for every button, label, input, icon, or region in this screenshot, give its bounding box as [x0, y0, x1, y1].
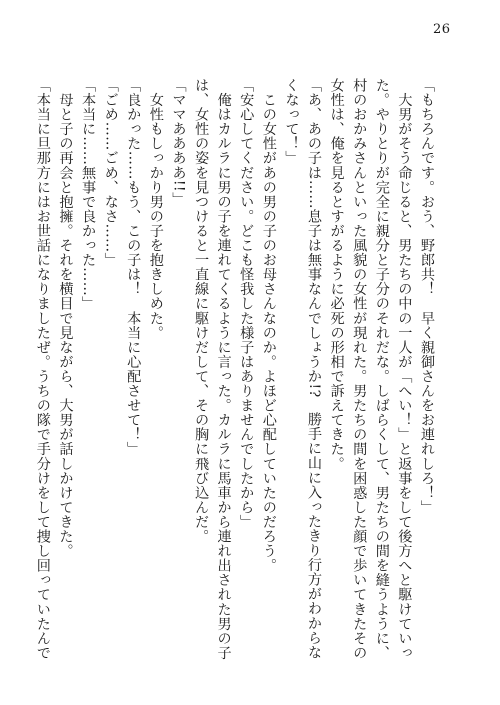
page-number: 26 [433, 22, 451, 37]
text-line: 「安心してください。どこも怪我した様子はありませんでしたから」 [238, 78, 255, 530]
text-line: 女性は、俺を見るとすがるように必死の形相で訴えてきた。 [328, 78, 345, 471]
text-line: 「本当に……無事で良かった……」 [80, 78, 97, 311]
text-line: 「ごめ……ごめ、なさ……」 [102, 78, 119, 268]
text-line: くなって！」 [283, 78, 300, 166]
text-line: この女性があの男の子のお母さんなのか。よほど心配していたのだろう。 [260, 78, 277, 573]
text-line: 大男がそう命じると、男たちの中の一人が「へい！」と返事をして後方へと駆けていっ [396, 78, 413, 660]
text-line: 「良かった……もう、この子は！ 本当に心配させて！」 [125, 78, 142, 457]
text-line: 女性もしっかり男の子を抱きしめた。 [147, 78, 164, 340]
text-line: 「あ、あの子は……息子は無事なんでしょうか!? 勝手に山に入ったきり行方がわからな [306, 78, 323, 660]
text-line: は、女性の姿を見つけると一直線に駆けだして、その胸に飛び込んだ。 [193, 78, 210, 544]
text-line: た。やりとりが完全に親分と子分のそれだな。しばらくして、男たちの間を縫うように、 [373, 78, 390, 660]
text-line: 村のおかみさんといった風貌の女性が現れた。男たちの間を困惑した顔で歩いてきたその [351, 78, 368, 660]
text-line: 「本当に旦那方にはお世話になりましたぜ。うちの隊で手分けをして捜し回っていたんで [34, 78, 51, 660]
vertical-text-body [31, 78, 438, 668]
text-line: 母と子の再会と抱擁。それを横目で見ながら、大男が話しかけてきた。 [57, 78, 74, 559]
text-line: 俺はカルラに男の子を連れてくるように言った。カルラに馬車から連れ出された男の子 [215, 78, 232, 660]
text-line: 「ママああああ!!」 [170, 78, 187, 207]
text-line: 「もちろんです。おう、野郎共！ 早く親御さんをお連れしろ！」 [419, 78, 435, 515]
